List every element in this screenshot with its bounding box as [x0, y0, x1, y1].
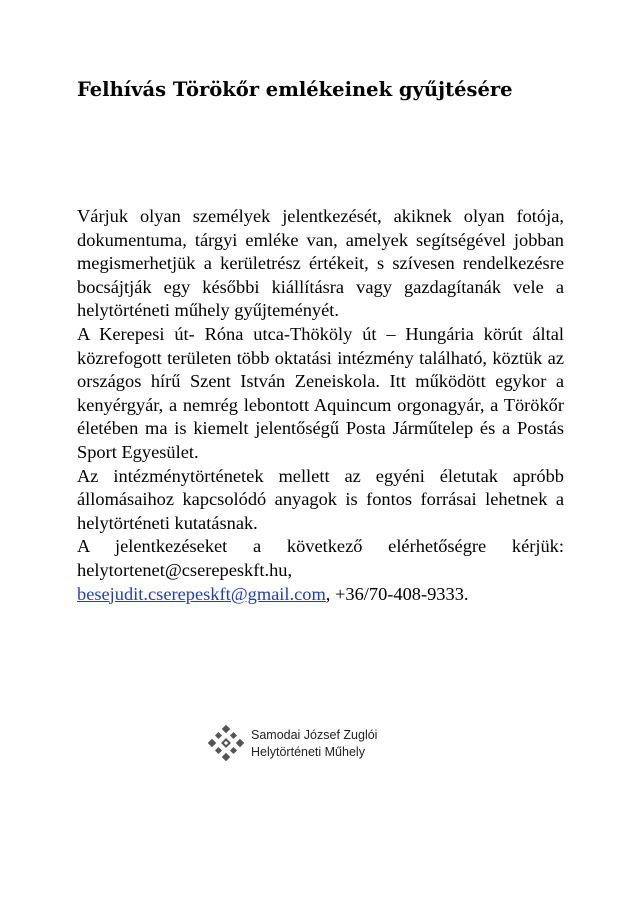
contact-email-primary: helytortenet@cserepeskft.hu, — [77, 559, 293, 580]
paragraph-area: A Kerepesi út- Róna utca-Thököly út – Hungária körút által közrefogott területen több oktatási intézmény található, köztük az országos hírű Szent István Zeneiskola. Itt működött egykor a kenyérgyár, a nemrég lebontott Aquincum orgonagyár, a Törökőr életében ma is kiemelt jelentőségű Posta Járműtelep és a Postás Sport Egyesület. — [77, 323, 564, 462]
contact-intro: A jelentkezéseket a következő elérhetőségre kérjük: — [77, 536, 564, 557]
logo-text — [251, 727, 377, 761]
ornamental-cross-logo-icon — [207, 724, 245, 762]
paragraph-contact — [77, 535, 564, 606]
paragraph-intro: Várjuk olyan személyek jelentkezését, akiknek olyan fotója, dokumentuma, tárgyi emléke van, amelyek segítségével jobban megismerhetjük a kerületrész értékeit, s szívesen rendelkezésre bocsájtják egy későbbi kiállításra vagy gazdagítanák vele a helytörténeti műhely gyűjteményét. — [77, 206, 564, 321]
workshop-logo — [207, 724, 407, 764]
contact-email-link[interactable]: besejudit.cserepeskft@gmail.com — [77, 583, 326, 604]
document-title: Felhívás Törökőr emlékeinek gyűjtésére — [77, 78, 513, 101]
contact-separator: , — [325, 583, 331, 604]
logo-line-2: Helytörténeti Műhely — [251, 745, 365, 759]
paragraph-sources: Az intézménytörténetek mellett az egyéni életutak apróbb állomásaihoz kapcsolódó anyagok is fontos forrásai lehetnek a helytörténeti kutatásnak. — [77, 465, 564, 533]
document-body — [77, 205, 564, 606]
logo-line-1: Samodai József Zuglói — [251, 728, 378, 742]
contact-phone: +36/70-408-9333. — [335, 583, 469, 604]
